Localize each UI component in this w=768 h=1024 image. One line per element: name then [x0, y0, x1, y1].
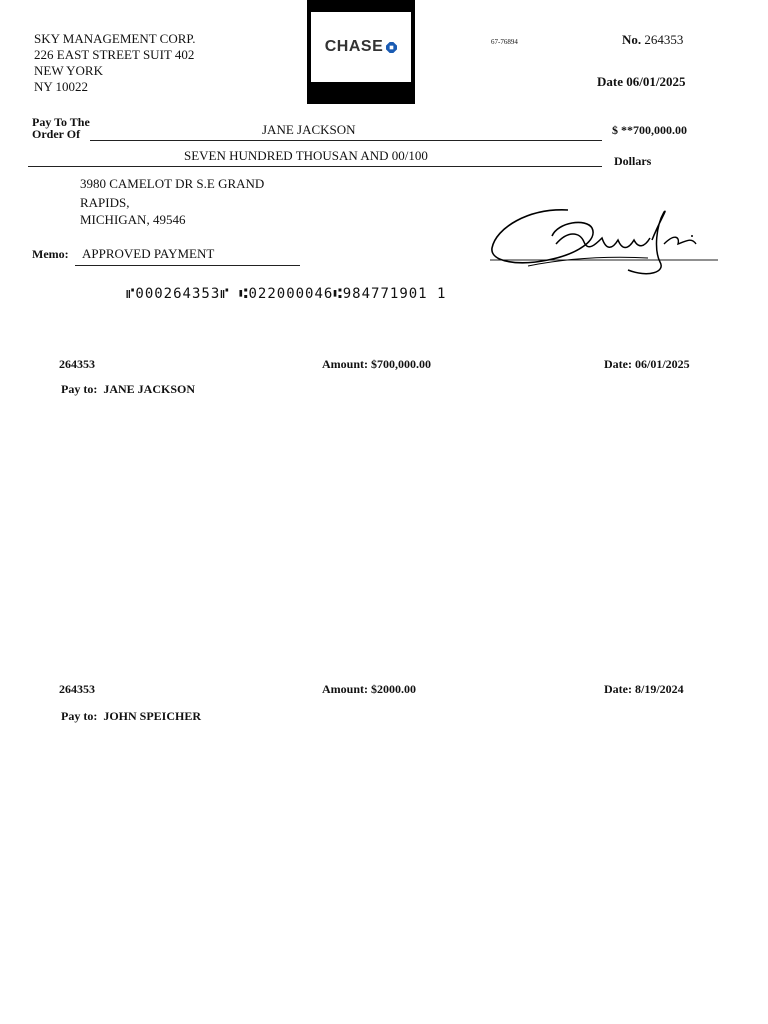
stub-2-amount: Amount: $2000.00: [322, 682, 417, 696]
payee-line: [90, 140, 602, 141]
pay-to-label: Pay To The Order Of: [32, 115, 90, 141]
stub-1-amount: Amount: $700,000.00: [322, 357, 432, 371]
stub-1-date: Date: 06/01/2025: [604, 357, 690, 371]
payer-name: SKY MANAGEMENT CORP.: [34, 31, 196, 46]
stub-1-number: 264353: [59, 357, 95, 371]
payer-city: NEW YORK: [34, 63, 103, 78]
check-date: Date 06/01/2025: [597, 74, 686, 89]
routing-fraction: 67-76894: [491, 38, 518, 46]
stub-2-date: Date: 8/19/2024: [604, 682, 684, 696]
amount-words-line: [28, 166, 602, 167]
micr-line: ⑈000264353⑈ ⑆022000046⑆984771901 1: [126, 286, 447, 302]
payee-address-3: MICHIGAN, 49546: [80, 212, 186, 227]
payee-name: JANE JACKSON: [262, 122, 356, 137]
memo-label: Memo:: [32, 247, 69, 261]
payee-address-1: 3980 CAMELOT DR S.E GRAND: [80, 176, 265, 191]
signature: [488, 200, 720, 280]
bank-logo: [307, 0, 415, 104]
memo-line: [75, 265, 300, 266]
amount-in-words: SEVEN HUNDRED THOUSAN AND 00/100: [184, 148, 428, 163]
memo-text: APPROVED PAYMENT: [82, 246, 215, 261]
stub-2-payee: Pay to: JOHN SPEICHER: [61, 709, 202, 723]
check-number: No. 264353: [622, 32, 684, 47]
bank-logo-text: CHASE: [324, 38, 384, 55]
chase-octagon-icon: [386, 42, 397, 53]
payee-address-2: RAPIDS,: [80, 195, 130, 210]
payer-address: 226 EAST STREET SUIT 402: [34, 47, 195, 62]
check-amount: $ **700,000.00: [612, 123, 687, 137]
stub-1-payee: Pay to: JANE JACKSON: [61, 382, 196, 396]
stub-2-number: 264353: [59, 682, 95, 696]
payer-state-zip: NY 10022: [34, 79, 89, 94]
dollars-label: Dollars: [614, 154, 652, 168]
